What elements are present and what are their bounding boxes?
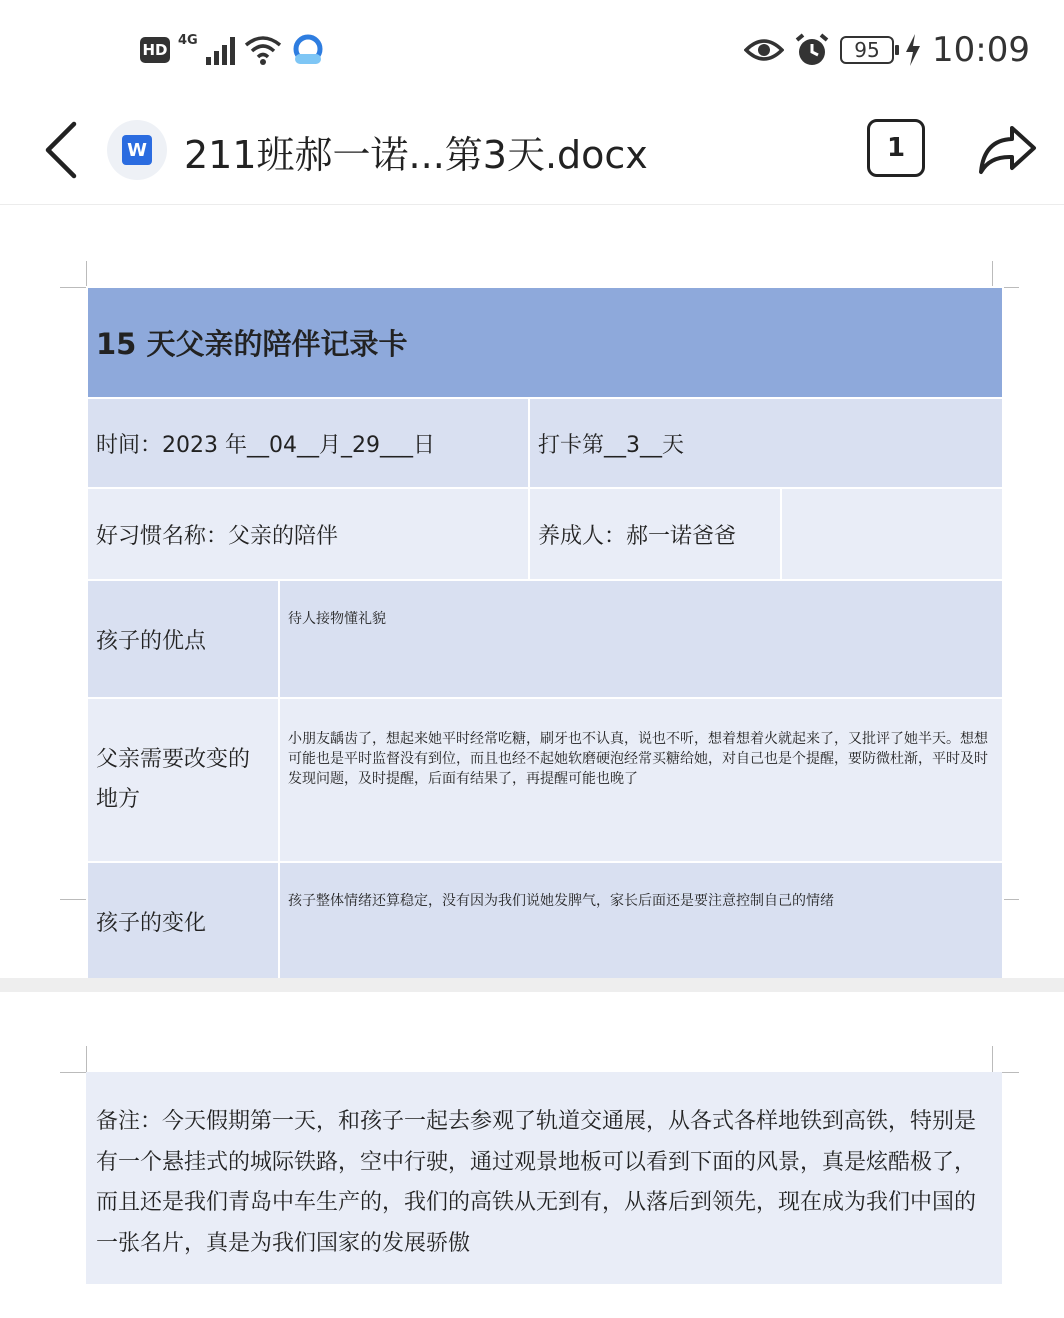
note-paragraph: 备注：今天假期第一天，和孩子一起去参观了轨道交通展，从各式各样地铁到高铁，特别是有一个悬挂式的城际铁路，空中行驶，通过观景地板可以看到下面的风景，真是炫酷极了，而且还是我们青岛中车生产的，我们的高铁从无到有，从落后到领先，现在成为我们中国的一张名片，真是为我们国家的发展骄傲 <box>86 1072 1002 1284</box>
cloud-sync-icon <box>291 34 325 66</box>
signal-icon <box>206 35 235 65</box>
date-cell: 时间：2023 年__04__月_29___日 <box>87 398 529 488</box>
share-icon[interactable] <box>976 118 1038 180</box>
status-bar <box>0 0 1064 100</box>
cultivator-cell: 养成人：郝一诺爸爸 <box>529 488 781 580</box>
row-value: 小朋友龋齿了，想起来她平时经常吃糖，刷牙也不认真，说也不听，想着想着火就起来了，又批评了她半天。想想可能也是平时监督没有到位，而且也经不起她软磨硬泡经常买糖给她，对自己也是个提醒，要防微杜渐，平时及时发现问题，及时提醒，后面有结果了，再提醒可能也晚了 <box>279 698 1003 862</box>
status-left <box>140 30 325 70</box>
word-letter: W <box>122 135 152 165</box>
row-value: 孩子整体情绪还算稳定，没有因为我们说她发脾气，家长后面还是要注意控制自己的情绪 <box>279 862 1003 980</box>
status-right <box>744 28 1030 72</box>
back-arrow-icon[interactable] <box>40 120 84 180</box>
row-label: 孩子的优点 <box>87 580 279 698</box>
word-document-icon <box>107 120 167 180</box>
page-corner-mark <box>992 1046 1019 1073</box>
alarm-icon <box>794 32 830 68</box>
page-separator <box>0 978 1064 992</box>
table-row <box>87 862 1003 980</box>
empty-cell <box>781 488 1003 580</box>
network-type: 4G <box>178 32 198 48</box>
charging-icon <box>904 33 922 67</box>
page-count-button[interactable]: 1 <box>867 119 925 177</box>
battery-indicator: 95 <box>840 36 894 64</box>
habit-row <box>87 488 1003 580</box>
document-page-1 <box>0 205 1064 978</box>
record-card-table <box>86 286 1004 981</box>
hd-icon: HD <box>140 37 170 63</box>
table-row <box>87 580 1003 698</box>
wifi-icon <box>243 33 283 67</box>
row-label: 孩子的变化 <box>87 862 279 980</box>
page-corner-mark <box>992 261 1019 288</box>
row-label: 父亲需要改变的地方 <box>87 698 279 862</box>
clock: 10:09 <box>932 30 1030 70</box>
document-title: 211班郝一诺...第3天.docx <box>184 133 648 177</box>
table-row <box>87 698 1003 862</box>
row-value: 待人接物懂礼貌 <box>279 580 1003 698</box>
date-row <box>87 398 1003 488</box>
habit-cell: 好习惯名称：父亲的陪伴 <box>87 488 529 580</box>
document-header <box>0 100 1064 205</box>
eye-comfort-icon <box>744 35 784 65</box>
card-header-row <box>87 287 1003 398</box>
page-corner-mark <box>60 261 87 288</box>
document-page-2 <box>0 992 1064 1318</box>
checkin-cell: 打卡第__3__天 <box>529 398 1003 488</box>
page-corner-mark <box>60 899 87 926</box>
page-corner-mark <box>60 1046 87 1073</box>
card-title: 15 天父亲的陪伴记录卡 <box>87 287 1003 398</box>
